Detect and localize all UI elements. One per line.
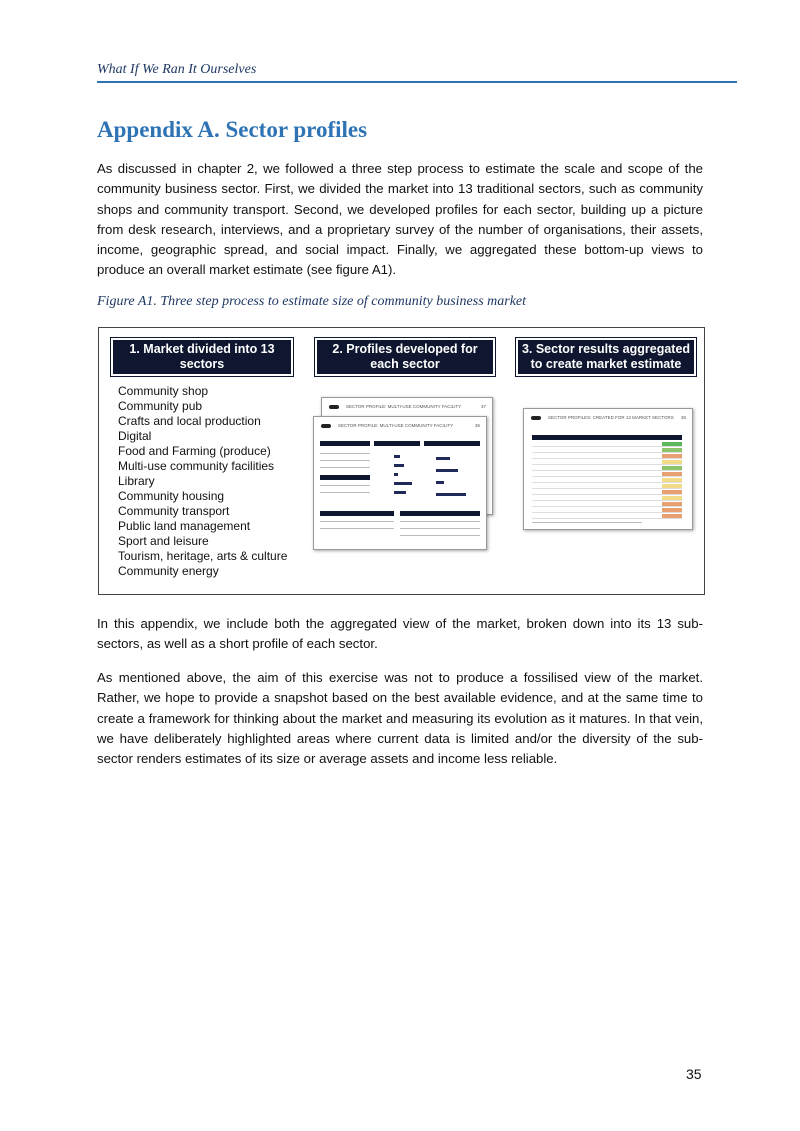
- thumbnail-text-line: [320, 528, 394, 529]
- thumbnail-table-row: [532, 442, 682, 447]
- sector-item: Crafts and local production: [118, 414, 261, 428]
- thumbnail-table-row: [532, 448, 682, 453]
- thumbnail-text-line: [320, 467, 370, 468]
- thumbnail-table-row: [532, 454, 682, 459]
- thumbnail-table-row: [532, 508, 682, 513]
- sector-item: Library: [118, 474, 155, 488]
- sector-item: Sport and leisure: [118, 534, 209, 548]
- step-2-header: 2. Profiles developed for each sector: [317, 340, 493, 374]
- thumbnail-block-header: [400, 511, 480, 516]
- thumbnail-table-row: [532, 484, 682, 489]
- thumbnail-bar: [436, 457, 450, 460]
- thumbnail-text-line: [320, 492, 370, 493]
- thumbnail-block-header: [320, 511, 394, 516]
- thumbnail-block-header: [320, 475, 370, 480]
- appendix-intro-paragraph: In this appendix, we include both the aggregated view of the market, broken down into its 13 sub-sectors, as well as a short profile of each sector.: [97, 616, 703, 652]
- section-heading: Appendix A. Sector profiles: [97, 117, 368, 142]
- sector-item: Public land management: [118, 519, 251, 533]
- thumbnail-bar: [436, 493, 466, 496]
- sector-item: Community shop: [118, 384, 209, 398]
- thumbnail-table-row: [532, 466, 682, 471]
- profile-thumbnail-page-number: 36: [474, 423, 480, 428]
- thumbnail-text-line: [400, 521, 480, 522]
- thumbnail-table-row: [532, 496, 682, 501]
- profile-thumbnail-title: SECTOR PROFILE: MULTI-USE COMMUNITY FACILITY: [338, 423, 454, 428]
- thumbnail-bar: [436, 481, 444, 484]
- brand-logo-icon: [329, 405, 339, 409]
- thumbnail-bar: [394, 491, 406, 494]
- running-head: What If We Ran It Ourselves: [97, 62, 257, 77]
- thumbnail-block-header: [320, 441, 370, 446]
- step-3-header: 3. Sector results aggregated to create market estimate: [518, 340, 694, 374]
- aggregate-page-thumbnail: [523, 408, 693, 530]
- thumbnail-table-row: [532, 472, 682, 477]
- header-rule: [97, 81, 737, 83]
- intro-paragraph: As discussed in chapter 2, we followed a three step process to estimate the scale and scope of the community business sector. First, we divided the market into 13 traditional sectors, such as community shops and community transport. Second, we developed profiles for each sector, building up a picture from desk research, interviews, and a proprietary survey of the number of organisations, their assets, income, geographic spread, and social impact. Finally, we aggregated these bottom-up views to produce an overall market estimate (see figure A1).: [97, 161, 703, 278]
- thumbnail-bar: [436, 469, 458, 472]
- thumbnail-table-row: [532, 502, 682, 507]
- sector-item: Digital: [118, 429, 152, 443]
- caveat-paragraph: As mentioned above, the aim of this exercise was not to produce a fossilised view of the market. Rather, we hope to provide a snapshot based on the best available evidence, and at the same time to create a framework for thinking about the market and measuring its evolution as it matures. In that vein, we have deliberately highlighted areas where current data is limited and/or the diversity of the sub-sector renders estimates of its size or average assets and income less reliable.: [97, 670, 703, 767]
- sector-item: Community energy: [118, 564, 219, 578]
- sector-list: [118, 384, 287, 579]
- thumbnail-block-header: [374, 441, 420, 446]
- page-number: 35: [686, 1066, 702, 1082]
- thumbnail-bar: [394, 473, 398, 476]
- sector-item: Community pub: [118, 399, 203, 413]
- aggregate-thumbnail-page-number: 36: [680, 415, 686, 420]
- sector-item: Multi-use community facilities: [118, 459, 275, 473]
- thumbnail-text-line: [320, 460, 370, 461]
- thumbnail-table-row: [532, 514, 682, 519]
- profile-thumbnail-title: SECTOR PROFILE: MULTI-USE COMMUNITY FACILITY: [346, 404, 462, 409]
- thumbnail-text-line: [400, 528, 480, 529]
- thumbnail-block-header: [424, 441, 480, 446]
- profile-page-thumbnail-front: [313, 416, 487, 550]
- thumbnail-table-row: [532, 490, 682, 495]
- step-1-header: 1. Market divided into 13 sectors: [113, 340, 291, 374]
- profile-thumbnail-page-number: 37: [480, 404, 486, 409]
- thumbnail-bar: [394, 455, 400, 458]
- figure-caption: Figure A1. Three step process to estimate size of community business market: [97, 294, 527, 309]
- thumbnail-text-line: [320, 453, 370, 454]
- sector-item: Community housing: [118, 489, 225, 503]
- thumbnail-text-line: [320, 485, 370, 486]
- thumbnail-table-header: [532, 435, 682, 440]
- aggregate-thumbnail-title: SECTOR PROFILES: CREATED FOR 13 MARKET SECTORS: [548, 415, 674, 420]
- sector-item: Community transport: [118, 504, 230, 518]
- brand-logo-icon: [321, 424, 331, 428]
- thumbnail-table-row: [532, 460, 682, 465]
- thumbnail-table-row: [532, 478, 682, 483]
- sector-item: Food and Farming (produce): [118, 444, 271, 458]
- brand-logo-icon: [531, 416, 541, 420]
- thumbnail-text-line: [532, 522, 642, 523]
- thumbnail-text-line: [400, 535, 480, 536]
- sector-item: Tourism, heritage, arts & culture: [118, 549, 288, 563]
- thumbnail-text-line: [320, 521, 394, 522]
- thumbnail-bar: [394, 482, 412, 485]
- thumbnail-bar: [394, 464, 404, 467]
- figure-a1: [98, 327, 705, 595]
